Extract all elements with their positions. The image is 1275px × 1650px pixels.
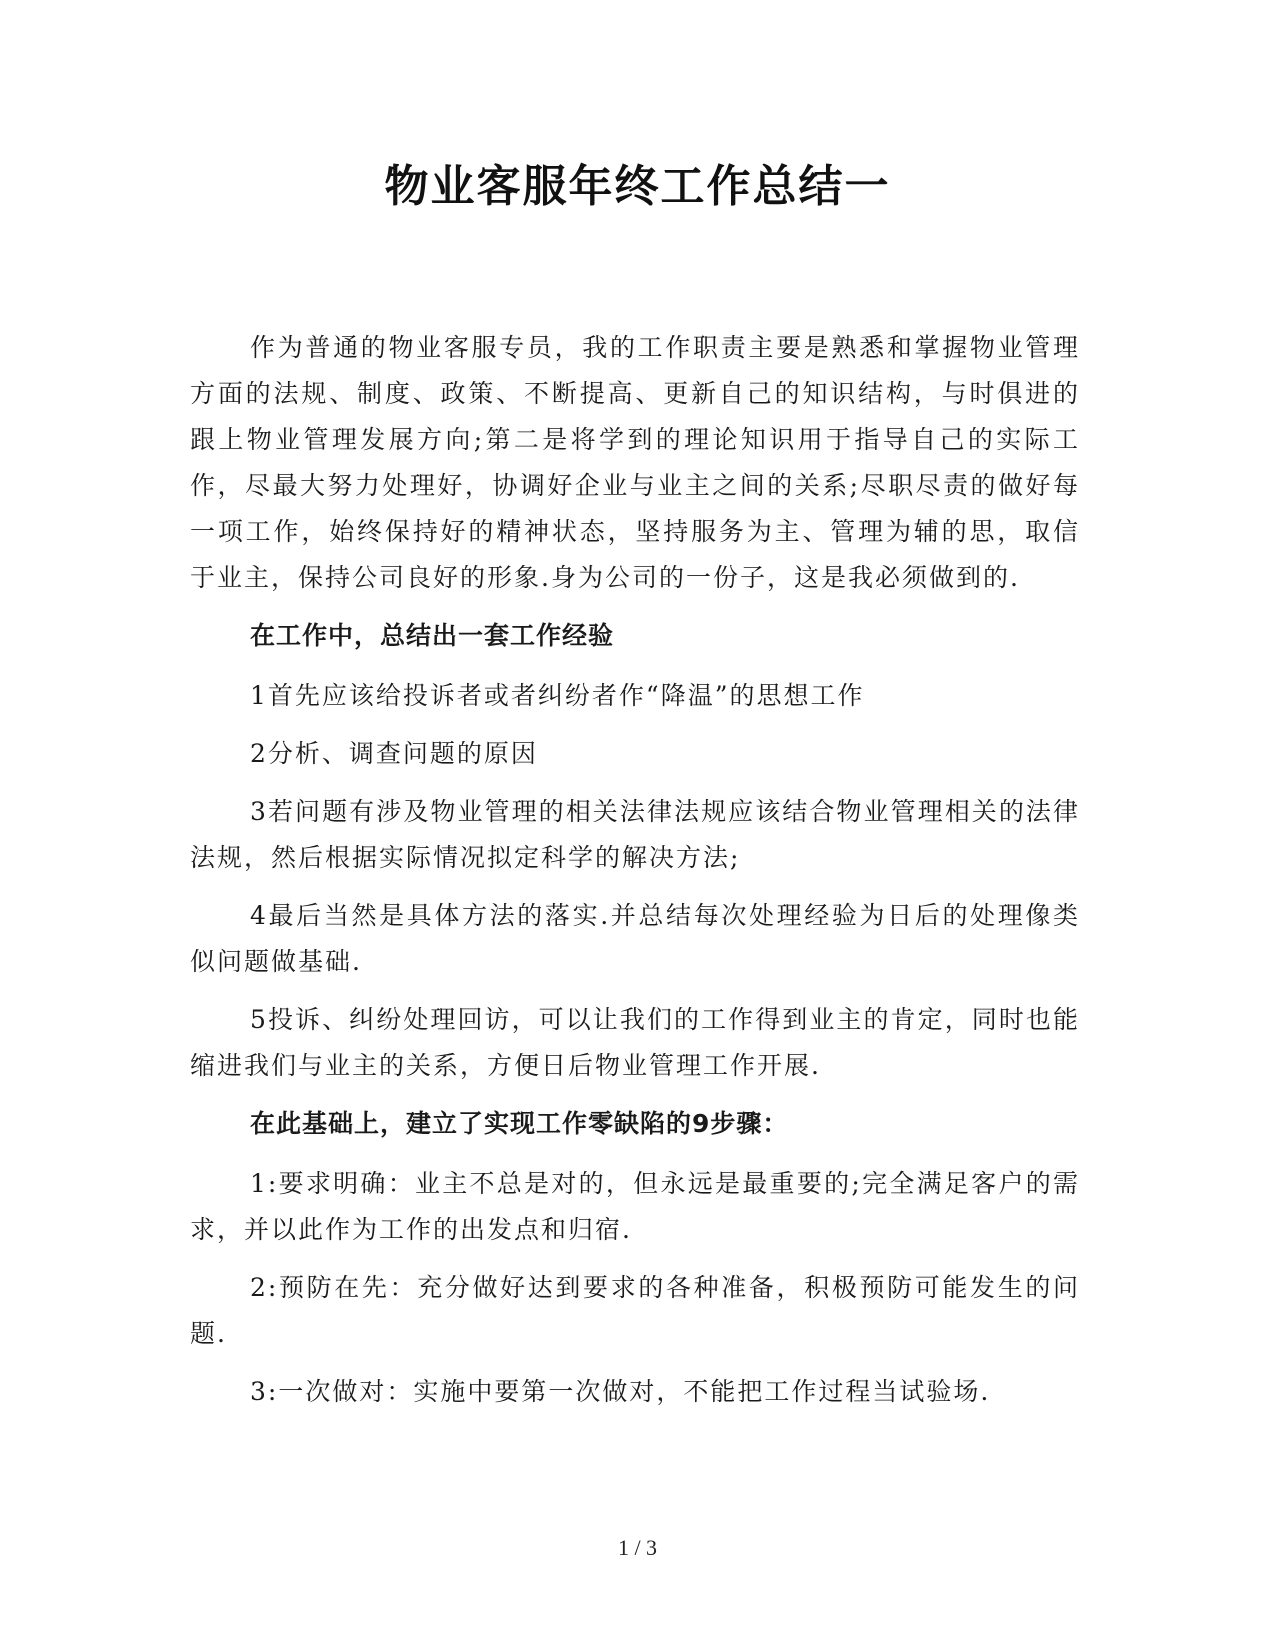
list-item: 1:要求明确：业主不总是对的，但永远是最重要的;完全满足客户的需求，并以此作为工作的出发点和归宿.: [190, 1169, 1080, 1244]
page-title: 物业客服年终工作总结一: [384, 161, 891, 212]
list-item: 3:一次做对：实施中要第一次做对，不能把工作过程当试验场.: [250, 1377, 991, 1406]
section-heading-experience: 在工作中，总结出一套工作经验: [250, 621, 615, 650]
list-item: 3若问题有涉及物业管理的相关法律法规应该结合物业管理相关的法律法规，然后根据实际情况拟定科学的解决方法;: [190, 797, 1080, 872]
document-body: [190, 325, 1080, 1427]
list-item: 2分析、调查问题的原因: [250, 739, 538, 768]
page-number: 1 / 3: [617, 1535, 658, 1560]
paragraph-intro: 作为普通的物业客服专员，我的工作职责主要是熟悉和掌握物业管理方面的法规、制度、政策、不断提高、更新自己的知识结构，与时俱进的跟上物业管理发展方向;第二是将学到的理论知识用于指导自己的实际工作，尽最大努力处理好，协调好企业与业主之间的关系;尽职尽责的做好每一项工作，始终保持好的精神状态，坚持服务为主、管理为辅的思，取信于业主，保持公司良好的形象.身为公司的一份子，这是我必须做到的.: [190, 333, 1080, 592]
section-heading-steps: 在此基础上，建立了实现工作零缺陷的9步骤：: [250, 1109, 789, 1138]
list-item: 1首先应该给投诉者或者纠纷者作“降温”的思想工作: [250, 681, 865, 710]
list-item: 5投诉、纠纷处理回访，可以让我们的工作得到业主的肯定，同时也能缩进我们与业主的关系，方便日后物业管理工作开展.: [190, 1005, 1080, 1080]
list-item: 2:预防在先：充分做好达到要求的各种准备，积极预防可能发生的问题.: [190, 1273, 1080, 1348]
list-item: 4最后当然是具体方法的落实.并总结每次处理经验为日后的处理像类似问题做基础.: [190, 901, 1080, 976]
